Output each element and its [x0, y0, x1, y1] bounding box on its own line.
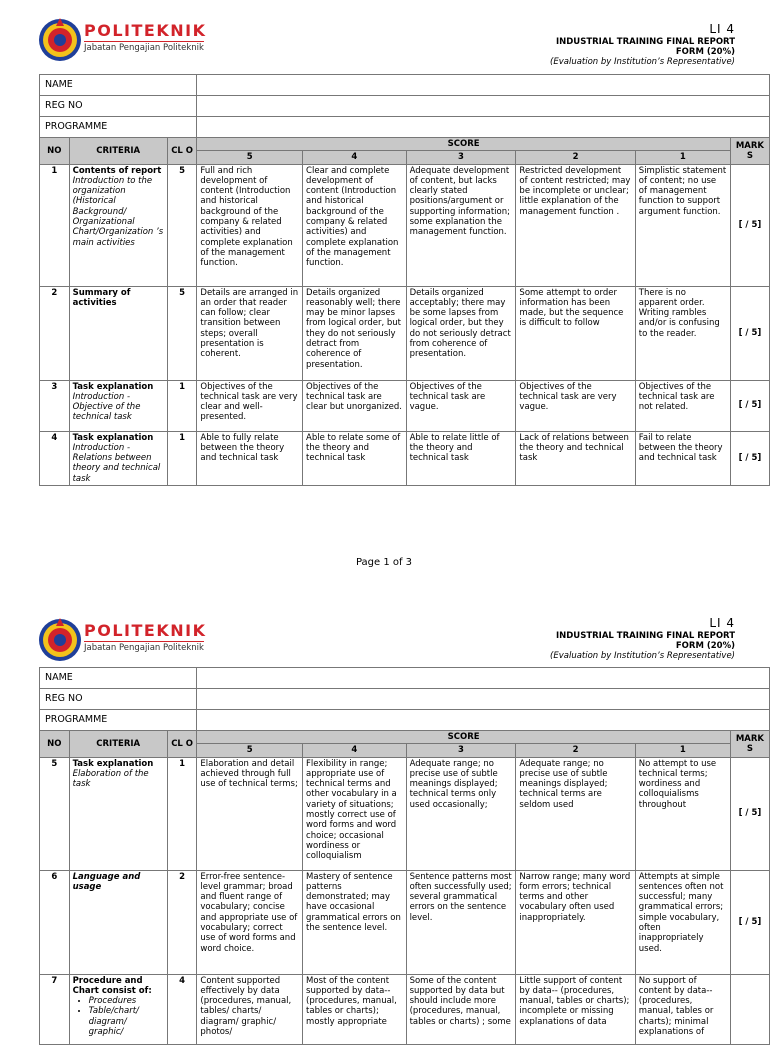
col-score-5: 5	[197, 151, 303, 164]
name-label: NAME	[40, 668, 197, 689]
col-score-3: 3	[406, 744, 516, 757]
descriptor-5: Elaboration and detail achieved through full use of technical terms;	[197, 757, 303, 870]
row-criteria	[69, 974, 167, 1044]
descriptor-5: Details are arranged in an order that reader can follow; clear transition between steps; overall presentation is coherent.	[197, 286, 303, 380]
descriptor-3: Adequate development of content, but lacks clearly stated positions/argument or supporting information; some explanation the management function.	[406, 164, 516, 286]
criteria-detail: Elaboration of the task	[72, 768, 149, 790]
col-criteria: CRITERIA	[69, 731, 167, 758]
criteria-title: Language and usage	[72, 871, 141, 892]
marks-cell[interactable]	[730, 974, 769, 1044]
programme-field[interactable]	[197, 710, 770, 731]
marks-cell[interactable]: [ / 5]	[730, 380, 769, 431]
rubric-row	[40, 431, 770, 485]
descriptor-1: Attempts at simple sentences often not successful; many grammatical errors; simple vocabulary, often inappropriately used.	[635, 870, 730, 974]
col-marks: MARK S	[730, 138, 769, 165]
col-no: NO	[40, 731, 70, 758]
row-number: 7	[40, 974, 70, 1044]
descriptor-3: Objectives of the technical task are vague.	[406, 380, 516, 431]
descriptor-1: Simplistic statement of content; no use of management function to support argument function.	[635, 164, 730, 286]
criteria-title: Task explanation	[72, 758, 154, 769]
row-clo: 5	[167, 286, 197, 380]
criteria-title: Procedure and Chart consist of:	[72, 975, 152, 996]
descriptor-4: Most of the content supported by data-- (procedures, manual, tables or charts); mostly appropriate	[303, 974, 407, 1044]
col-clo: CL O	[167, 138, 197, 165]
descriptor-1: No support of content by data-- (procedures, manual, tables or charts); minimal explanations of	[635, 974, 730, 1044]
row-number: 3	[40, 380, 70, 431]
row-clo: 4	[167, 974, 197, 1044]
rubric-row	[40, 286, 770, 380]
descriptor-2: Little support of content by data-- (procedures, manual, tables or charts); incomplete or missing explanations of data	[516, 974, 635, 1044]
descriptor-3: Able to relate little of the theory and technical task	[406, 431, 516, 485]
descriptor-3: Details organized acceptably; there may be some lapses from logical order, but they do not seriously detract from coherence of presentation.	[406, 286, 516, 380]
page-footer: Page 1 of 3	[355, 557, 413, 568]
descriptor-4: Objectives of the technical task are clear but unorganized.	[303, 380, 407, 431]
form-header	[550, 616, 735, 661]
politeknik-logo	[38, 616, 208, 672]
programme-label: PROGRAMME	[40, 117, 197, 138]
list-item: • Procedures	[89, 996, 164, 1006]
descriptor-4: Mastery of sentence patterns demonstrated; may have occasional grammatical errors on the sentence level.	[303, 870, 407, 974]
descriptor-2: Objectives of the technical task are very vague.	[516, 380, 635, 431]
descriptor-3: Adequate range; no precise use of subtle meanings displayed; technical terms only used occasionally;	[406, 757, 516, 870]
rubric-table-page-1	[39, 74, 770, 486]
row-criteria	[69, 286, 167, 380]
criteria-title: Summary of activities	[72, 287, 131, 308]
col-score: SCORE	[197, 138, 730, 151]
logo-wordmark: POLITEKNIK	[84, 621, 207, 640]
row-clo: 1	[167, 757, 197, 870]
row-clo: 5	[167, 164, 197, 286]
row-clo: 1	[167, 380, 197, 431]
descriptor-2: Restricted development of content restricted; may be incomplete or unclear; little explanation of the management function .	[516, 164, 635, 286]
descriptor-1: There is no apparent order. Writing rambles and/or is confusing to the reader.	[635, 286, 730, 380]
marks-cell[interactable]: [ / 5]	[730, 870, 769, 974]
col-score-1: 1	[635, 151, 730, 164]
rubric-row	[40, 164, 770, 286]
name-field[interactable]	[197, 75, 770, 96]
col-score-2: 2	[516, 744, 635, 757]
row-clo: 2	[167, 870, 197, 974]
criteria-detail: Introduction -Objective of the technical task	[72, 391, 141, 423]
marks-cell[interactable]: [ / 5]	[730, 757, 769, 870]
descriptor-3: Sentence patterns most often successfully used; several grammatical errors on the sentence level.	[406, 870, 516, 974]
row-criteria	[69, 870, 167, 974]
programme-field[interactable]	[197, 117, 770, 138]
descriptor-4: Clear and complete development of content (Introduction and historical background of the company & related activities) and complete explanation of the management function.	[303, 164, 407, 286]
descriptor-2: Narrow range; many word form errors; technical terms and other vocabulary often used inappropriately.	[516, 870, 635, 974]
descriptor-5: Objectives of the technical task are very clear and well-presented.	[197, 380, 303, 431]
form-code: LI 4	[709, 616, 735, 630]
politeknik-seal-icon	[38, 16, 82, 64]
col-clo: CL O	[167, 731, 197, 758]
regno-field[interactable]	[197, 689, 770, 710]
descriptor-5: Full and rich development of content (Introduction and historical background of the company & related activities) and complete explanation of the management function.	[197, 164, 303, 286]
descriptor-4: Flexibility in range; appropriate use of technical terms and other vocabulary in a variety of situations; mostly correct use of word forms and word choice; occasional wordiness or colloquialism	[303, 757, 407, 870]
marks-cell[interactable]: [ / 5]	[730, 286, 769, 380]
descriptor-1: Objectives of the technical task are not related.	[635, 380, 730, 431]
logo-wordmark: POLITEKNIK	[84, 21, 207, 40]
politeknik-seal-icon	[38, 616, 82, 664]
list-item: • Table/chart/ diagram/ graphic/	[89, 1006, 164, 1037]
row-number: 5	[40, 757, 70, 870]
row-clo: 1	[167, 431, 197, 485]
descriptor-2: Adequate range; no precise use of subtle meanings displayed; technical terms are seldom used	[516, 757, 635, 870]
descriptor-5: Error-free sentence-level grammar; broad and fluent range of vocabulary; concise and appropriate use of vocabulary; correct use of word forms and word choice.	[197, 870, 303, 974]
descriptor-1: No attempt to use technical terms; wordiness and colloquialisms throughout	[635, 757, 730, 870]
criteria-detail: Introduction -Relations between theory and technical task	[72, 442, 161, 484]
criteria-title: Task explanation	[72, 381, 154, 392]
rubric-row	[40, 380, 770, 431]
col-marks: MARK S	[730, 731, 769, 758]
form-header	[550, 22, 735, 67]
descriptor-4: Able to relate some of the theory and technical task	[303, 431, 407, 485]
regno-label: REG NO	[40, 689, 197, 710]
logo-subtitle: Jabatan Pengajian Politeknik	[84, 643, 204, 653]
name-label: NAME	[40, 75, 197, 96]
col-score-3: 3	[406, 151, 516, 164]
descriptor-2: Some attempt to order information has been made, but the sequence is difficult to follow	[516, 286, 635, 380]
form-subtitle: (Evaluation by Institution’s Representative)	[550, 651, 735, 661]
col-no: NO	[40, 138, 70, 165]
descriptor-3: Some of the content supported by data but should include more (procedures, manual, tables or charts) ; some	[406, 974, 516, 1044]
col-score: SCORE	[197, 731, 730, 744]
descriptor-4: Details organized reasonably well; there may be minor lapses from logical order, but they do not seriously detract from coherence of presentation.	[303, 286, 407, 380]
form-title: INDUSTRIAL TRAINING FINAL REPORT	[555, 37, 735, 47]
form-code: LI 4	[709, 22, 735, 36]
regno-label: REG NO	[40, 96, 197, 117]
col-score-5: 5	[197, 744, 303, 757]
logo-subtitle: Jabatan Pengajian Politeknik	[84, 43, 204, 53]
form-title: INDUSTRIAL TRAINING FINAL REPORT	[555, 631, 735, 641]
form-title-weight: FORM (20%)	[675, 641, 735, 651]
politeknik-logo	[38, 16, 208, 72]
col-score-4: 4	[303, 151, 407, 164]
rubric-row	[40, 757, 770, 870]
form-subtitle: (Evaluation by Institution’s Representative)	[550, 57, 735, 67]
regno-field[interactable]	[197, 96, 770, 117]
name-field[interactable]	[197, 668, 770, 689]
descriptor-1: Fail to relate between the theory and technical task	[635, 431, 730, 485]
rubric-row	[40, 974, 770, 1044]
rubric-row	[40, 870, 770, 974]
col-score-4: 4	[303, 744, 407, 757]
form-title-weight: FORM (20%)	[675, 47, 735, 57]
marks-cell[interactable]: [ / 5]	[730, 431, 769, 485]
criteria-list	[89, 996, 164, 1037]
col-score-2: 2	[516, 151, 635, 164]
row-criteria	[69, 757, 167, 870]
criteria-detail: Introduction to the organization (Historical Background/ Organizational Chart/Organization ’s main activities	[72, 175, 164, 248]
descriptor-5: Able to fully relate between the theory and technical task	[197, 431, 303, 485]
row-criteria	[69, 431, 167, 485]
programme-label: PROGRAMME	[40, 710, 197, 731]
row-number: 2	[40, 286, 70, 380]
row-criteria	[69, 164, 167, 286]
marks-cell[interactable]: [ / 5]	[730, 164, 769, 286]
row-number: 4	[40, 431, 70, 485]
row-number: 6	[40, 870, 70, 974]
criteria-title: Contents of report	[72, 165, 162, 176]
rubric-table-page-2	[39, 667, 770, 1045]
criteria-title: Task explanation	[72, 432, 154, 443]
row-number: 1	[40, 164, 70, 286]
col-criteria: CRITERIA	[69, 138, 167, 165]
descriptor-5: Content supported effectively by data (procedures, manual, tables/ charts/ diagram/ graphic/ photos/	[197, 974, 303, 1044]
descriptor-2: Lack of relations between the theory and technical task	[516, 431, 635, 485]
col-score-1: 1	[635, 744, 730, 757]
row-criteria	[69, 380, 167, 431]
